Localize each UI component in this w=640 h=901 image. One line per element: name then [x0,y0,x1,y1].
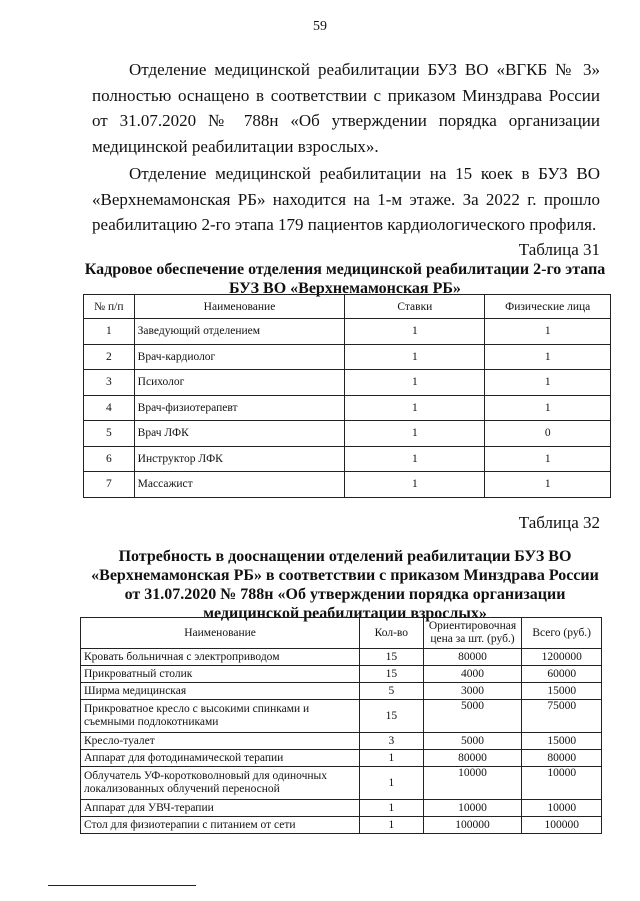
table-32-caption: Таблица 32 [518,513,600,532]
table-row [81,800,602,817]
item-name: Ширма медицинская [81,683,360,700]
total-value: 10000 [522,767,602,800]
total-value: 10000 [522,800,602,817]
table-row [84,472,611,498]
row-number: 6 [84,446,135,472]
item-name: Стол для физиотерапии с питанием от сети [81,817,360,834]
position-name: Врач ЛФК [134,421,345,447]
paragraph-1: Отделение медицинской реабилитации БУЗ ВО «ВГКБ № 3» полностью оснащено в соответствии с приказом Минздрава России от 31.07.2020 № 788н «Об утверждении порядка организации медицинской реабилитации взрослых». [92,60,600,156]
table-row [84,344,611,370]
paragraph-2: Отделение медицинской реабилитации на 15 коек в БУЗ ВО «Верхнемамонская РБ» находится на 1-м этаже. За 2022 г. прошло реабилитацию 2-го этапа 179 пациентов кардиологического профиля. [92,164,600,234]
staffing-table [83,294,611,498]
total-value: 80000 [522,750,602,767]
table-row [84,370,611,396]
rates-value: 1 [345,319,485,345]
quantity-value: 1 [360,750,423,767]
rates-value: 1 [345,472,485,498]
position-name: Врач-кардиолог [134,344,345,370]
table-32-title: Потребность в дооснащении отделений реабилитации БУЗ ВО «Верхнемамонская РБ» в соответствии с приказом Минздрава России от 31.07.2020 № 788н «Об утверждении порядка организации медицинской реабилитации взрослых» [91,548,599,622]
quantity-value: 15 [360,666,423,683]
table-row [84,446,611,472]
persons-value: 1 [485,370,611,396]
row-number: 1 [84,319,135,345]
table-row [81,649,602,666]
quantity-value: 5 [360,683,423,700]
footnote-divider [48,885,196,886]
position-name: Инструктор ЛФК [134,446,345,472]
total-value: 1200000 [522,649,602,666]
column-header-quantity: Кол-во [360,618,423,649]
table-row [84,319,611,345]
item-name: Прикроватный столик [81,666,360,683]
table-31-title: Кадровое обеспечение отделения медицинской реабилитации 2-го этапа БУЗ ВО «Верхнемамонская РБ» [84,261,606,297]
quantity-value: 1 [360,767,423,800]
rates-value: 1 [345,344,485,370]
quantity-value: 3 [360,733,423,750]
rates-value: 1 [345,395,485,421]
page-number: 59 [313,19,327,34]
total-value: 15000 [522,733,602,750]
persons-value: 1 [485,472,611,498]
table-header-row [81,618,602,649]
item-name: Аппарат для фотодинамической терапии [81,750,360,767]
total-value: 15000 [522,683,602,700]
unit-price-value: 3000 [423,683,522,700]
item-name: Аппарат для УВЧ-терапии [81,800,360,817]
table-row [81,750,602,767]
persons-value: 1 [485,395,611,421]
quantity-value: 15 [360,649,423,666]
item-name: Облучатель УФ-коротковолновый для одиночных локализованных облучений переносной [81,767,360,800]
unit-price-value: 5000 [423,733,522,750]
column-header-unit-price: Ориентировочная цена за шт. (руб.) [423,618,522,649]
column-header-total: Всего (руб.) [522,618,602,649]
position-name: Психолог [134,370,345,396]
position-name: Заведующий отделением [134,319,345,345]
row-number: 3 [84,370,135,396]
equipment-table [80,617,602,834]
column-header-rates: Ставки [345,295,485,319]
unit-price-value: 80000 [423,649,522,666]
persons-value: 0 [485,421,611,447]
persons-value: 1 [485,319,611,345]
unit-price-value: 10000 [423,800,522,817]
row-number: 4 [84,395,135,421]
position-name: Массажист [134,472,345,498]
row-number: 7 [84,472,135,498]
column-header-name: Наименование [134,295,345,319]
table-row [81,733,602,750]
row-number: 5 [84,421,135,447]
table-row [81,700,602,733]
table-row [81,666,602,683]
unit-price-value: 100000 [423,817,522,834]
unit-price-value: 80000 [423,750,522,767]
column-header-number: № п/п [84,295,135,319]
unit-price-value: 4000 [423,666,522,683]
rates-value: 1 [345,421,485,447]
column-header-persons: Физические лица [485,295,611,319]
total-value: 75000 [522,700,602,733]
row-number: 2 [84,344,135,370]
item-name: Прикроватное кресло с высокими спинками и съемными подлокотниками [81,700,360,733]
item-name: Кресло-туалет [81,733,360,750]
quantity-value: 1 [360,800,423,817]
table-31-caption: Таблица 31 [518,240,600,259]
table-header-row [84,295,611,319]
table-row [84,395,611,421]
column-header-name: Наименование [81,618,360,649]
persons-value: 1 [485,446,611,472]
unit-price-value: 10000 [423,767,522,800]
position-name: Врач-физиотерапевт [134,395,345,421]
quantity-value: 1 [360,817,423,834]
table-row [81,817,602,834]
table-row [84,421,611,447]
total-value: 100000 [522,817,602,834]
table-row [81,767,602,800]
table-row [81,683,602,700]
persons-value: 1 [485,344,611,370]
rates-value: 1 [345,446,485,472]
item-name: Кровать больничная с электроприводом [81,649,360,666]
total-value: 60000 [522,666,602,683]
unit-price-value: 5000 [423,700,522,733]
quantity-value: 15 [360,700,423,733]
rates-value: 1 [345,370,485,396]
